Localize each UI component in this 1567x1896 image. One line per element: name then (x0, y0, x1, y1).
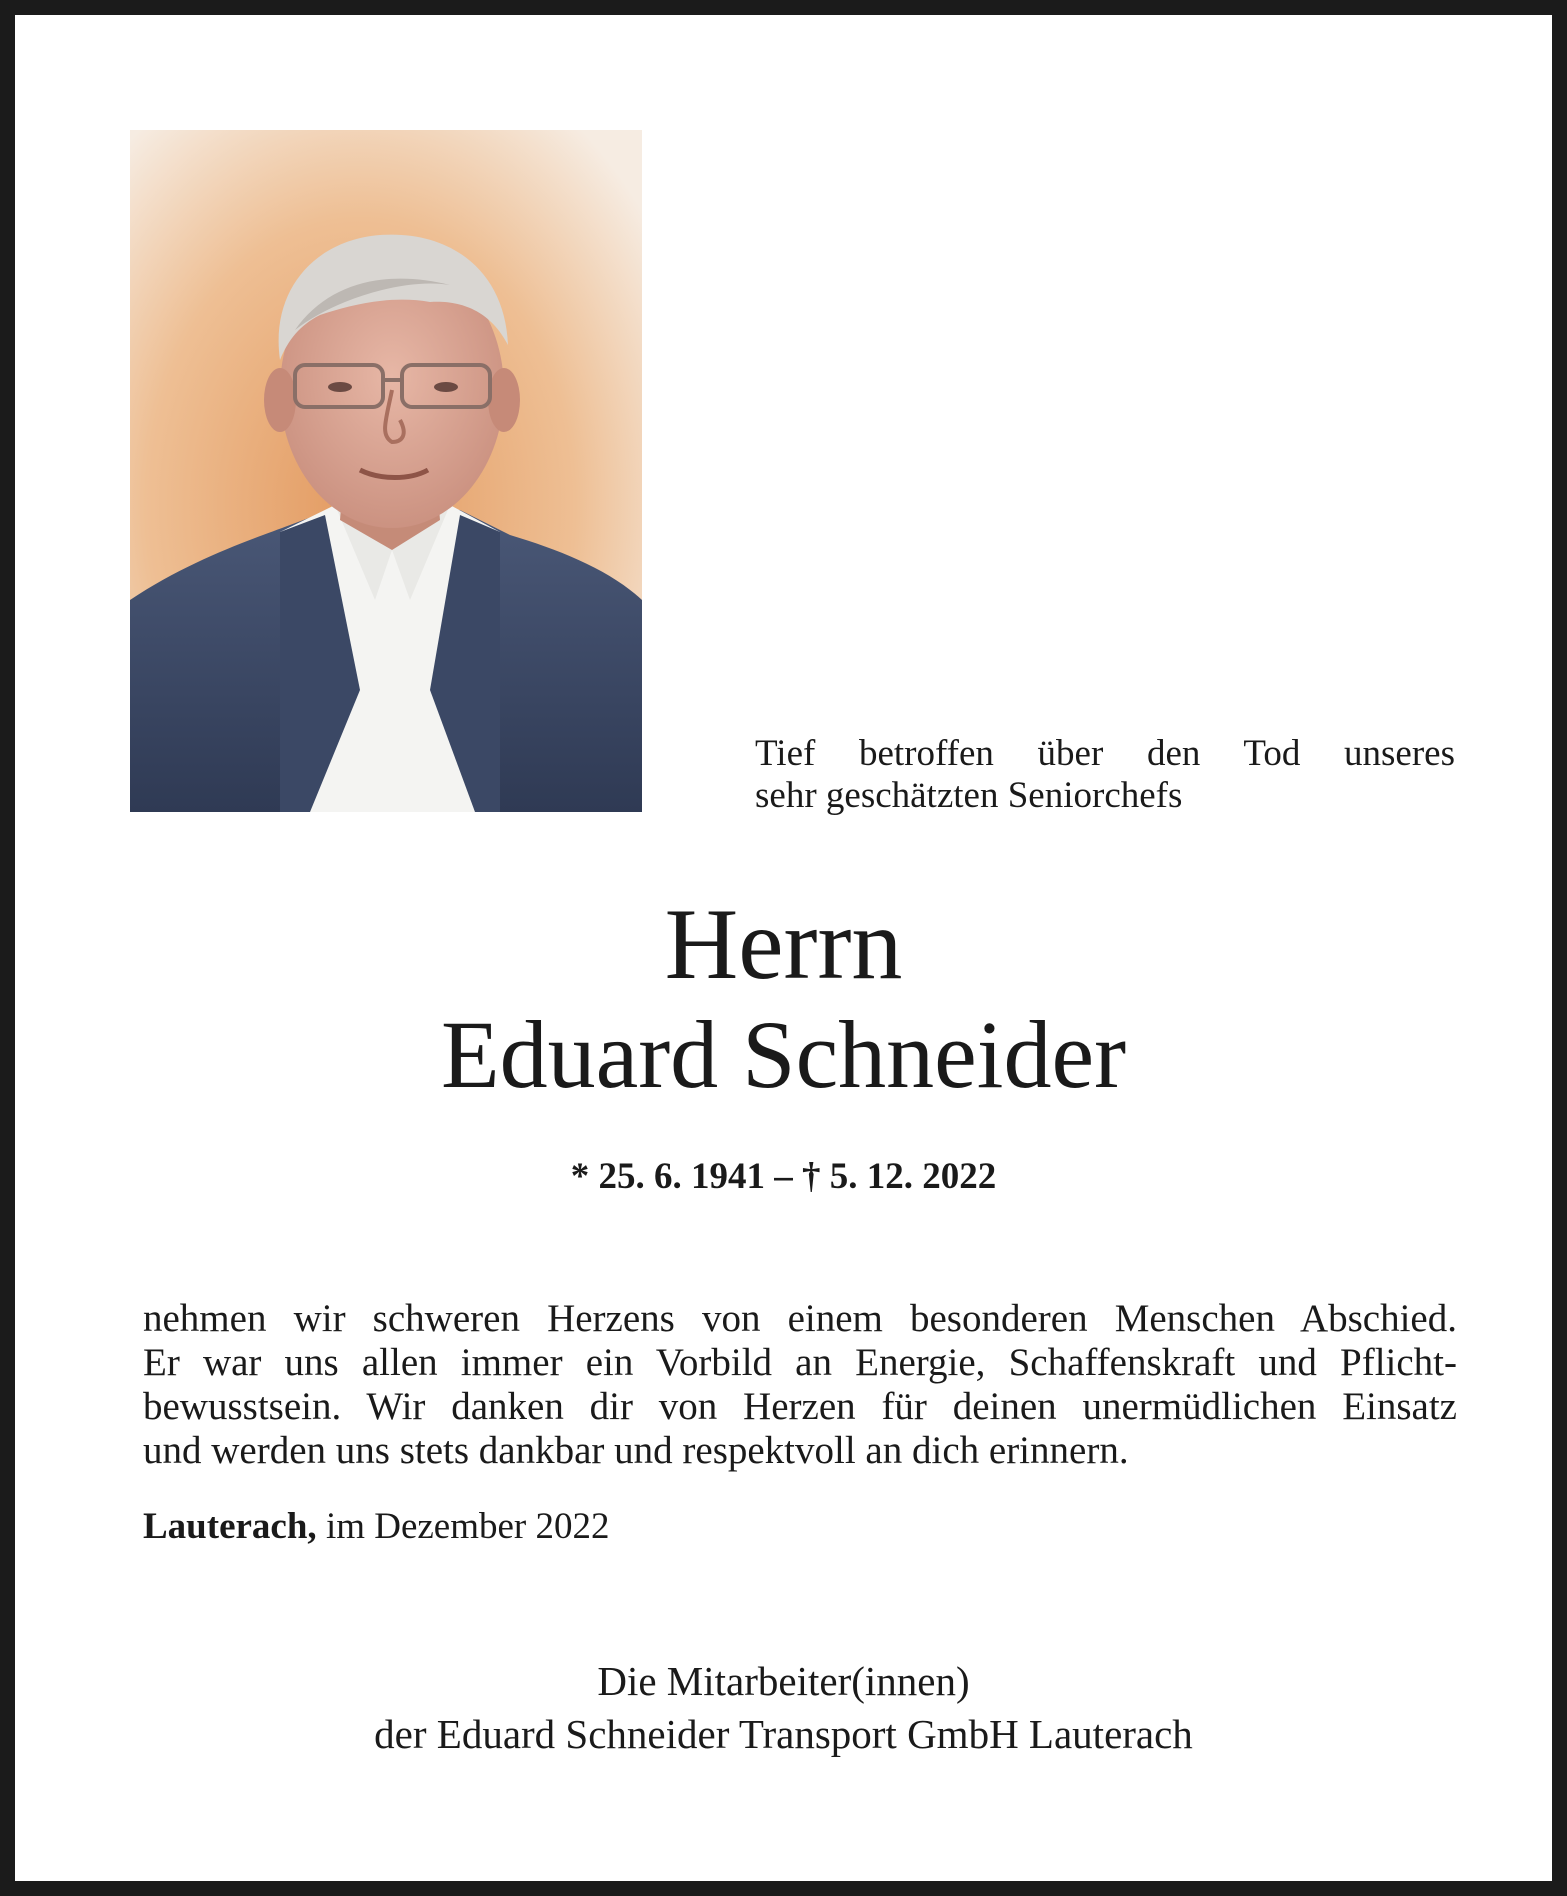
signature-block (30, 1655, 1537, 1761)
body-line: und werden uns stets dankbar und respektvoll an dich erinnern. (143, 1429, 1129, 1472)
place: Lauterach, (143, 1506, 317, 1547)
body-line: nehmen wir schweren Herzens von einem besonderen Menschen Abschied. (143, 1297, 1457, 1340)
signature-line-1: Die Mitarbeiter(innen) (597, 1658, 970, 1704)
portrait-illustration (130, 130, 642, 812)
portrait-photo (130, 130, 642, 812)
life-dates: * 25. 6. 1941 – † 5. 12. 2022 (570, 1156, 997, 1197)
salutation-heading: Herrn (664, 888, 903, 1001)
place-and-date (143, 1505, 610, 1549)
obituary-body (143, 1297, 1457, 1473)
date: im Dezember 2022 (325, 1506, 610, 1547)
signature-line-2: der Eduard Schneider Transport GmbH Lauterach (374, 1711, 1193, 1757)
body-line: bewusstsein. Wir danken dir von Herzen für deinen unermüdlichen Einsatz (143, 1385, 1457, 1428)
intro-line-1: Tief betroffen über den Tod unseres (755, 733, 1455, 774)
body-line: Er war uns allen immer ein Vorbild an Energie, Schaffenskraft und Pflicht- (143, 1341, 1457, 1384)
intro-text (755, 733, 1455, 817)
intro-line-2: sehr geschätzten Seniorchefs (755, 775, 1183, 816)
deceased-name-heading: Eduard Schneider (440, 1001, 1127, 1108)
